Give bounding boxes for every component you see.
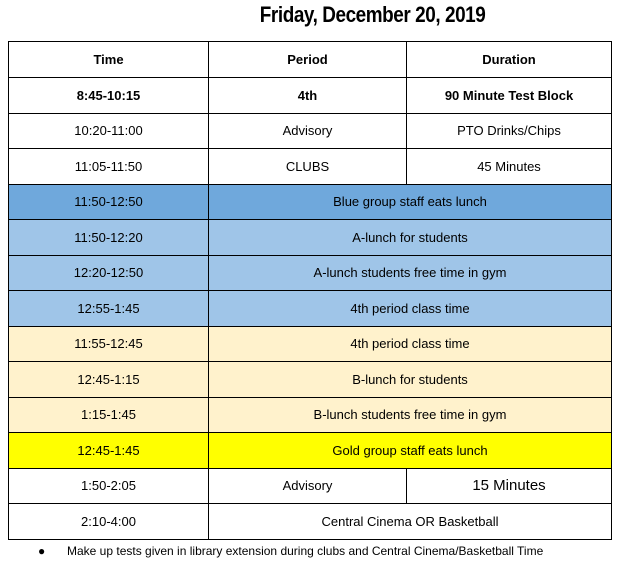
header-time: Time [9,42,209,78]
row-time: 11:50-12:20 [9,220,209,256]
row-time: 12:20-12:50 [9,255,209,291]
table-row [9,326,612,362]
table-row [9,184,612,220]
row-time: 8:45-10:15 [9,78,209,114]
table-row [9,362,612,398]
row-activity: B-lunch students free time in gym [209,397,612,433]
table-row [9,504,612,540]
row-period: 4th [209,78,407,114]
row-time: 12:45-1:15 [9,362,209,398]
row-time: 12:55-1:45 [9,291,209,327]
table-row [9,291,612,327]
row-period: Advisory [209,468,407,504]
row-time: 1:50-2:05 [9,468,209,504]
page-title [51,2,597,26]
row-time: 12:45-1:45 [9,433,209,469]
row-activity: 4th period class time [209,326,612,362]
row-time: 1:15-1:45 [9,397,209,433]
row-period: Advisory [209,113,407,149]
row-activity: Gold group staff eats lunch [209,433,612,469]
schedule-table [8,41,612,540]
bullet-icon: ● [38,544,46,558]
table-row [9,78,612,114]
row-duration: PTO Drinks/Chips [407,113,612,149]
row-time: 2:10-4:00 [9,504,209,540]
row-activity: B-lunch for students [209,362,612,398]
table-row [9,397,612,433]
page-title-text: Friday, December 20, 2019 [259,2,486,27]
row-activity: A-lunch students free time in gym [209,255,612,291]
table-row [9,255,612,291]
header-period: Period [209,42,407,78]
table-row [9,468,612,504]
row-time: 11:55-12:45 [9,326,209,362]
row-activity: Blue group staff eats lunch [209,184,612,220]
table-row [9,113,612,149]
row-duration: 90 Minute Test Block [407,78,612,114]
row-time: 11:05-11:50 [9,149,209,185]
row-activity: A-lunch for students [209,220,612,256]
table-row [9,433,612,469]
row-time: 10:20-11:00 [9,113,209,149]
table-row [9,149,612,185]
footnote: Make up tests given in library extension during clubs and Central Cinema/Basketball Time [67,544,544,558]
header-duration: Duration [407,42,612,78]
row-duration: 15 Minutes [407,468,612,504]
table-row [9,220,612,256]
row-period: CLUBS [209,149,407,185]
table-header-row [9,42,612,78]
row-activity: Central Cinema OR Basketball [209,504,612,540]
row-time: 11:50-12:50 [9,184,209,220]
row-activity: 4th period class time [209,291,612,327]
row-duration: 45 Minutes [407,149,612,185]
